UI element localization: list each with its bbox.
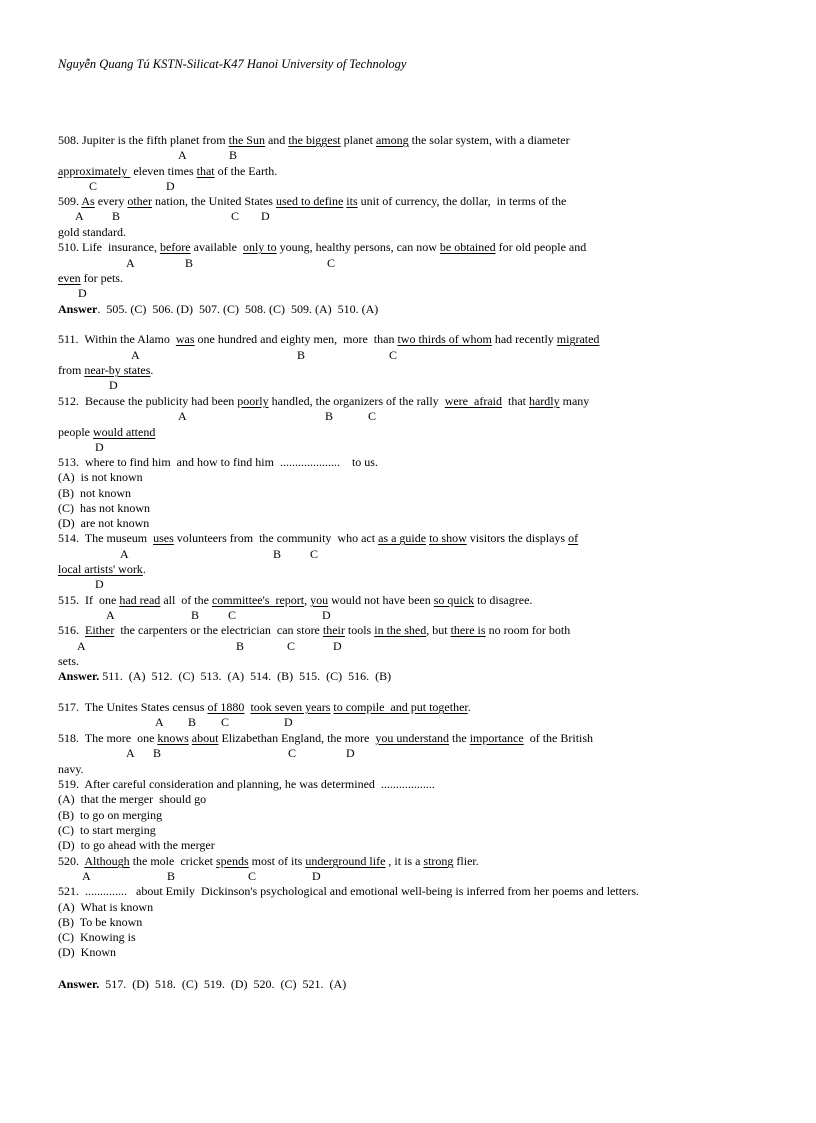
q519-option-d: (D) to go ahead with the merger — [58, 838, 215, 852]
q513-stem: 513. where to find him and how to find him .................... to us. — [58, 455, 378, 469]
page-header: Nguyễn Quang Tú KSTN-Silicat-K47 Hanoi University of Technology — [58, 57, 407, 71]
q511-line2: from near-by states. — [58, 363, 154, 377]
q509-line2: gold standard. — [58, 225, 126, 239]
q514-letter-b: B — [273, 547, 282, 561]
q517-letter-c: C — [221, 715, 230, 729]
q521-option-d: (D) Known — [58, 945, 116, 959]
q519-option-b: (B) to go on merging — [58, 808, 163, 822]
q513-option-b: (B) not known — [58, 486, 131, 500]
q512-letter-b: B — [325, 409, 334, 423]
q520-line1: 520. Although the mole cricket spends most of its underground life , it is a strong flier. — [58, 854, 479, 868]
q516-line2: sets. — [58, 654, 79, 668]
q514-letter-d: D — [95, 577, 104, 591]
q508-line2: approximately eleven times that of the Earth. — [58, 164, 278, 178]
q511-letter-c: C — [389, 348, 398, 362]
q512-line1: 512. Because the publicity had been poorly handled, the organizers of the rally were afraid that hardly many — [58, 394, 590, 408]
q519-stem: 519. After careful consideration and planning, he was determined .................. — [58, 777, 435, 791]
q512-letter-a: A — [178, 409, 187, 423]
q508-line1: 508. Jupiter is the fifth planet from the Sun and the biggest planet among the solar system, with a diameter — [58, 133, 570, 147]
q515-line1: 515. If one had read all of the committee's report, you would not have been so quick to disagree. — [58, 593, 533, 607]
q513-option-a: (A) is not known — [58, 470, 143, 484]
q509-letter-c: C — [231, 209, 240, 223]
q514-line2: local artists' work. — [58, 562, 146, 576]
q516-letter-c: C — [287, 639, 296, 653]
q512-letter-d: D — [95, 440, 104, 454]
q508-letter-b: B — [229, 148, 238, 162]
q520-letter-a: A — [82, 869, 91, 883]
q510-line2: even for pets. — [58, 271, 123, 285]
q518-letter-a: A — [126, 746, 135, 760]
q511-line1: 511. Within the Alamo was one hundred and eighty men, more than two thirds of whom had recently migrated — [58, 332, 600, 346]
q516-letter-b: B — [236, 639, 245, 653]
q514-letter-c: C — [310, 547, 319, 561]
q510-letter-a: A — [126, 256, 135, 270]
q508-letter-a: A — [178, 148, 187, 162]
answer-511-516: Answer. 511. (A) 512. (C) 513. (A) 514. (B) 515. (C) 516. (B) — [58, 669, 392, 683]
q515-letter-a: A — [106, 608, 115, 622]
q514-letter-a: A — [120, 547, 129, 561]
q516-letter-a: A — [77, 639, 86, 653]
q509-letter-b: B — [112, 209, 121, 223]
q514-line1: 514. The museum uses volunteers from the community who act as a guide to show visitors the displays of — [58, 531, 579, 545]
answer-517-521: Answer. 517. (D) 518. (C) 519. (D) 520. (C) 521. (A) — [58, 977, 347, 991]
q521-stem: 521. .............. about Emily Dickinson's psychological and emotional well-being is inferred from her poems and letters. — [58, 884, 640, 898]
q511-letter-a: A — [131, 348, 140, 362]
q518-letter-b: B — [153, 746, 162, 760]
q508-letter-d: D — [166, 179, 175, 193]
q516-line1: 516. Either the carpenters or the electrician can store their tools in the shed, but there is no room for both — [58, 623, 571, 637]
q509-letter-a: A — [75, 209, 84, 223]
q508-letter-c: C — [89, 179, 98, 193]
q517-letter-a: A — [155, 715, 164, 729]
q513-option-c: (C) has not known — [58, 501, 150, 515]
q519-option-c: (C) to start merging — [58, 823, 156, 837]
q509-letter-d: D — [261, 209, 270, 223]
q517-line1: 517. The Unites States census of 1880 took seven years to compile and put together. — [58, 700, 471, 714]
q518-line2: navy. — [58, 762, 84, 776]
q520-letter-c: C — [248, 869, 257, 883]
q515-letter-d: D — [322, 608, 331, 622]
q510-line1: 510. Life insurance, before available only to young, healthy persons, can now be obtained for old people and — [58, 240, 587, 254]
q512-line2: people would attend — [58, 425, 156, 439]
q518-letter-c: C — [288, 746, 297, 760]
answer-505-510: Answer. 505. (C) 506. (D) 507. (C) 508. (C) 509. (A) 510. (A) — [58, 302, 379, 316]
q521-option-c: (C) Knowing is — [58, 930, 136, 944]
q515-letter-c: C — [228, 608, 237, 622]
q510-letter-d: D — [78, 286, 87, 300]
q520-letter-d: D — [312, 869, 321, 883]
q519-option-a: (A) that the merger should go — [58, 792, 207, 806]
q510-letter-c: C — [327, 256, 336, 270]
q517-letter-d: D — [284, 715, 293, 729]
q511-letter-d: D — [109, 378, 118, 392]
q520-letter-b: B — [167, 869, 176, 883]
q509-line1: 509. As every other nation, the United States used to define its unit of currency, the dollar, in terms of the — [58, 194, 567, 208]
q511-letter-b: B — [297, 348, 306, 362]
q512-letter-c: C — [368, 409, 377, 423]
q515-letter-b: B — [191, 608, 200, 622]
q510-letter-b: B — [185, 256, 194, 270]
q513-option-d: (D) are not known — [58, 516, 150, 530]
q518-letter-d: D — [346, 746, 355, 760]
q516-letter-d: D — [333, 639, 342, 653]
q521-option-a: (A) What is known — [58, 900, 154, 914]
q518-line1: 518. The more one knows about Elizabethan England, the more you understand the importance of the British — [58, 731, 594, 745]
q521-option-b: (B) To be known — [58, 915, 143, 929]
q517-letter-b: B — [188, 715, 197, 729]
